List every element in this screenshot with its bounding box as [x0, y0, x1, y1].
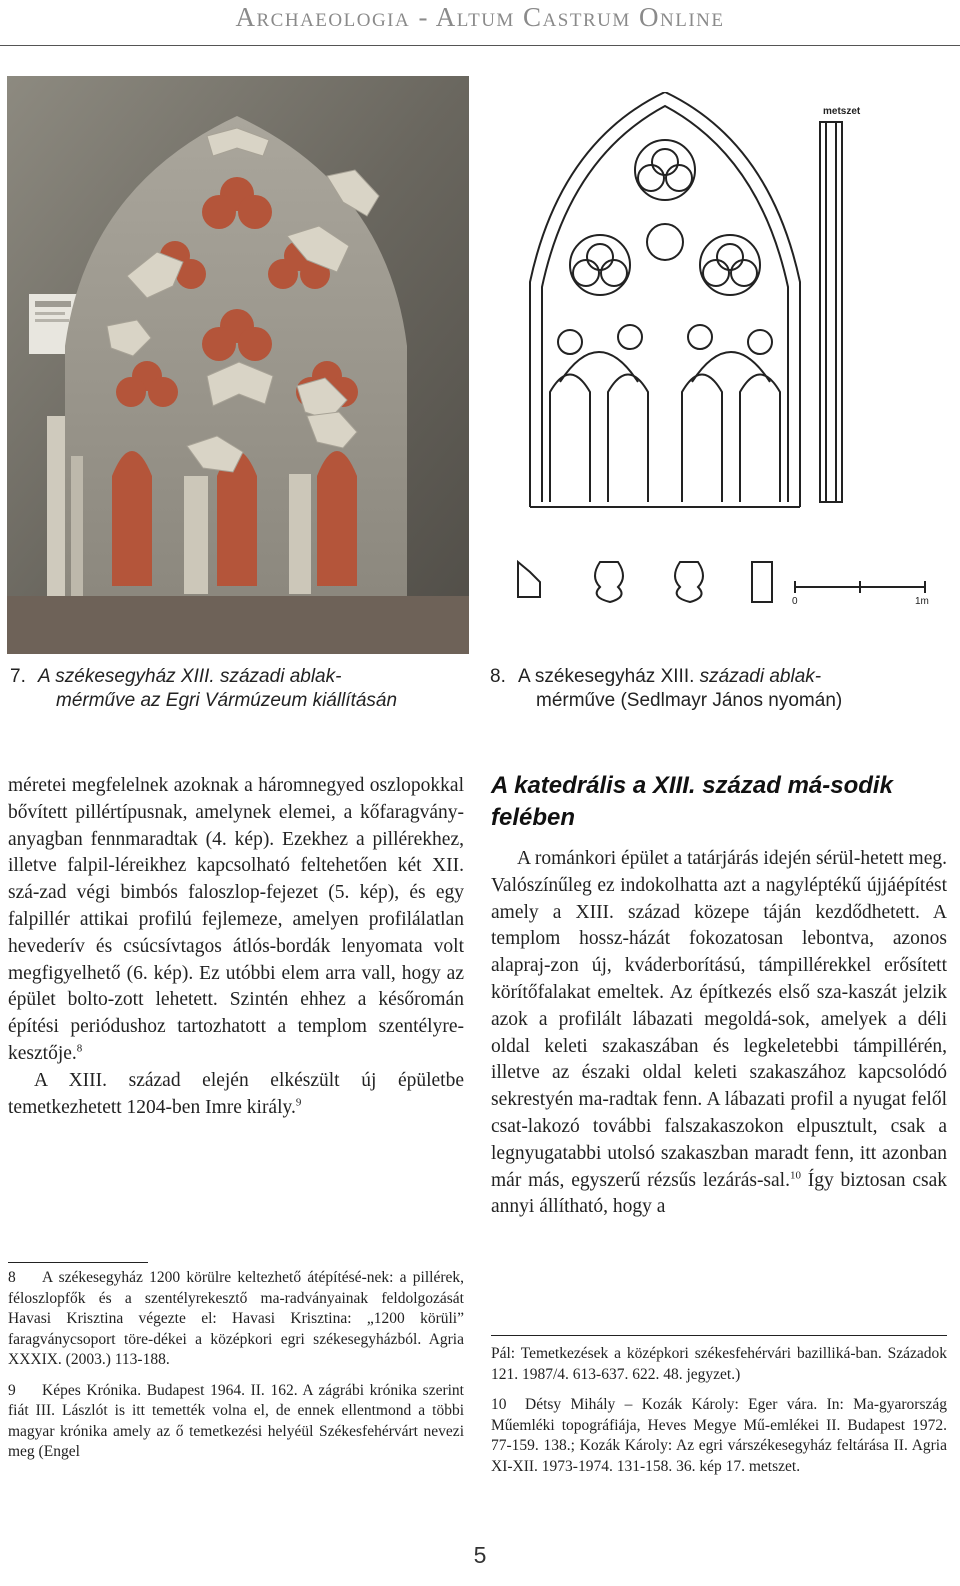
- page-number: 5: [473, 1542, 487, 1568]
- footnote-ref-8[interactable]: 8: [76, 1042, 83, 1055]
- footnotes-left: [8, 1268, 464, 1473]
- header-rule: [0, 45, 960, 46]
- tracery-window-photo: [7, 76, 469, 654]
- right-column: [491, 846, 947, 1221]
- figure-8-caption-line2: mérműve (Sedlmayr János nyomán): [536, 690, 843, 711]
- figure-8-caption-line1: A székesegyház XIII.: [518, 666, 700, 687]
- tracery-photo-illustration: [7, 76, 469, 654]
- drawing-label: metszet: [823, 106, 861, 117]
- left-paragraph-2: A XIII. század elején elkészült új épületbe temetkezhetett 1204-ben Imre király.: [8, 1069, 464, 1118]
- footnote-rule-left: [8, 1262, 148, 1263]
- figure-7-number: 7.: [10, 666, 26, 687]
- right-paragraph-tail: Így biztosan csak annyi állítható, hogy a: [491, 1169, 947, 1218]
- footnote-10-number: 10: [491, 1396, 507, 1413]
- figure-8-caption: [490, 665, 950, 713]
- left-paragraph-1: méretei megfelelnek azoknak a háromnegyed oszlopokkal bővített pillértípusnak, amelynek elemei, a kőfaragvány-anyagban fennmaradtak (4. kép). Ezekhez a pillérekhez, illetve falpil-léreikhez kapcsolható feltehetően két XII. szá-zad végi bimbós faloszlop-fejezet (5. kép), és egy falpillér attikai profilú fejlemeze, amelyen profilálatlan hevederív és csúcsívtagos átlós-bordák lenyomata volt megfigyelhető (6. kép). Ez utóbbi elem arra vall, hogy az épület bolto-zott lehetett. Szintén ehhez a későromán építési periódushoz tartozhatott a templom szentélyre-kesztője.: [8, 775, 464, 1064]
- footnote-rule-right: [491, 1335, 947, 1336]
- sedlmayr-drawing: [500, 92, 940, 612]
- footnote-10-text: Détsy Mihály – Kozák Károly: Eger vára. In: Ma-gyarország Műemléki topográfiája, Heves Megye Mű-emlékei II. Budapest 1972. 77-159. 138.; Kozák Károly: Az egri várszékesegyház feltárása II. Agria XI-XII. 1973-1974. 131-158. 36. kép 17. metszet.: [491, 1396, 947, 1475]
- footnote-ref-9[interactable]: 9: [295, 1096, 302, 1109]
- figure-7-caption: [10, 665, 480, 713]
- footnote-9: [8, 1381, 464, 1463]
- figure-7-caption-line2: mérműve az Egri Vármúzeum kiállításán: [56, 690, 398, 711]
- right-paragraph: A románkori épület a tatárjárás idején sérül-hetett meg. Valószínűleg ez indokolhatta azt a nagyléptékű újjáépítést amely a XIII. század közepe táján kezdődhetett. A templom hossz-házát fokozatosan lebontva, azonos alapraj-zon új, kváderborítású, támpillérekkel erősített körítőfalakat emeltek. Az építkezés első sza-kaszát jelzik azok a profilált lábazati megoldá-sok, amelyek a déli oldal keleti szakaszában és legkeletebbi támpillérén, illetve az északi oldal keleti szakaszához kapcsolódó sekrestyén ma-radtak fenn. A lábazati profil a nyugat felől csat-lakozó további falszakaszokon elpusztult, csak a legnyugatabbi utolsó szakaszban maradt fenn, itt azonban már más, egyszerű rézsűs lezárás-sal.: [491, 848, 947, 1191]
- footnote-9-continued-text: Pál: Temetkezések a középkori székesfehérvári bazilliká-ban. Századok 121. 1987/4. 613-637. 622. 48. jegyzet.): [491, 1345, 947, 1383]
- footnote-8-text: A székesegyház 1200 körülre keltezhető átépítésé-nek: a pillérek, féloszlopfők és a szentélyrekesztő ma-radványainak feldolgozását Havasi Krisztina végezte el: Havasi Krisztina: „1200 körüli” faragványcsoport töre-dékei a középkori egri székesegyházból. Agria XXXIX. (2003.) 113-188.: [8, 1269, 464, 1368]
- footnotes-right: [491, 1344, 947, 1487]
- figure-8-caption-line1-italic: századi ablak-: [699, 666, 822, 687]
- footnote-10: [491, 1395, 947, 1477]
- section-heading: A katedrális a XIII. század má-sodik felében: [491, 772, 893, 831]
- footnote-8-number: 8: [8, 1269, 16, 1286]
- footnote-9-continued: [491, 1344, 947, 1385]
- figure-7-caption-line1: A székesegyház XIII. századi ablak-: [38, 666, 342, 687]
- scale-start-label: 0: [792, 596, 798, 607]
- figure-8-number: 8.: [490, 666, 506, 687]
- running-header: [0, 0, 960, 46]
- footnote-9-number: 9: [8, 1381, 16, 1399]
- scale-end-label: 1m: [915, 596, 929, 607]
- journal-title: Archaeologia - Altum Castrum Online: [235, 2, 725, 32]
- tracery-window-drawing: [500, 92, 940, 612]
- footnote-9-text: Képes Krónika. Budapest 1964. II. 162. A zágrábi krónika szerint fiát III. Lászlót is itt temették volna el, de ennek ellentmond a többi magyar krónika amely az ő temetkezési helyéül Székesfehérvárt nevezi meg (Engel: [8, 1381, 464, 1460]
- footnote-8: [8, 1268, 464, 1371]
- footnote-ref-10[interactable]: 10: [789, 1169, 801, 1182]
- left-column: [8, 773, 464, 1121]
